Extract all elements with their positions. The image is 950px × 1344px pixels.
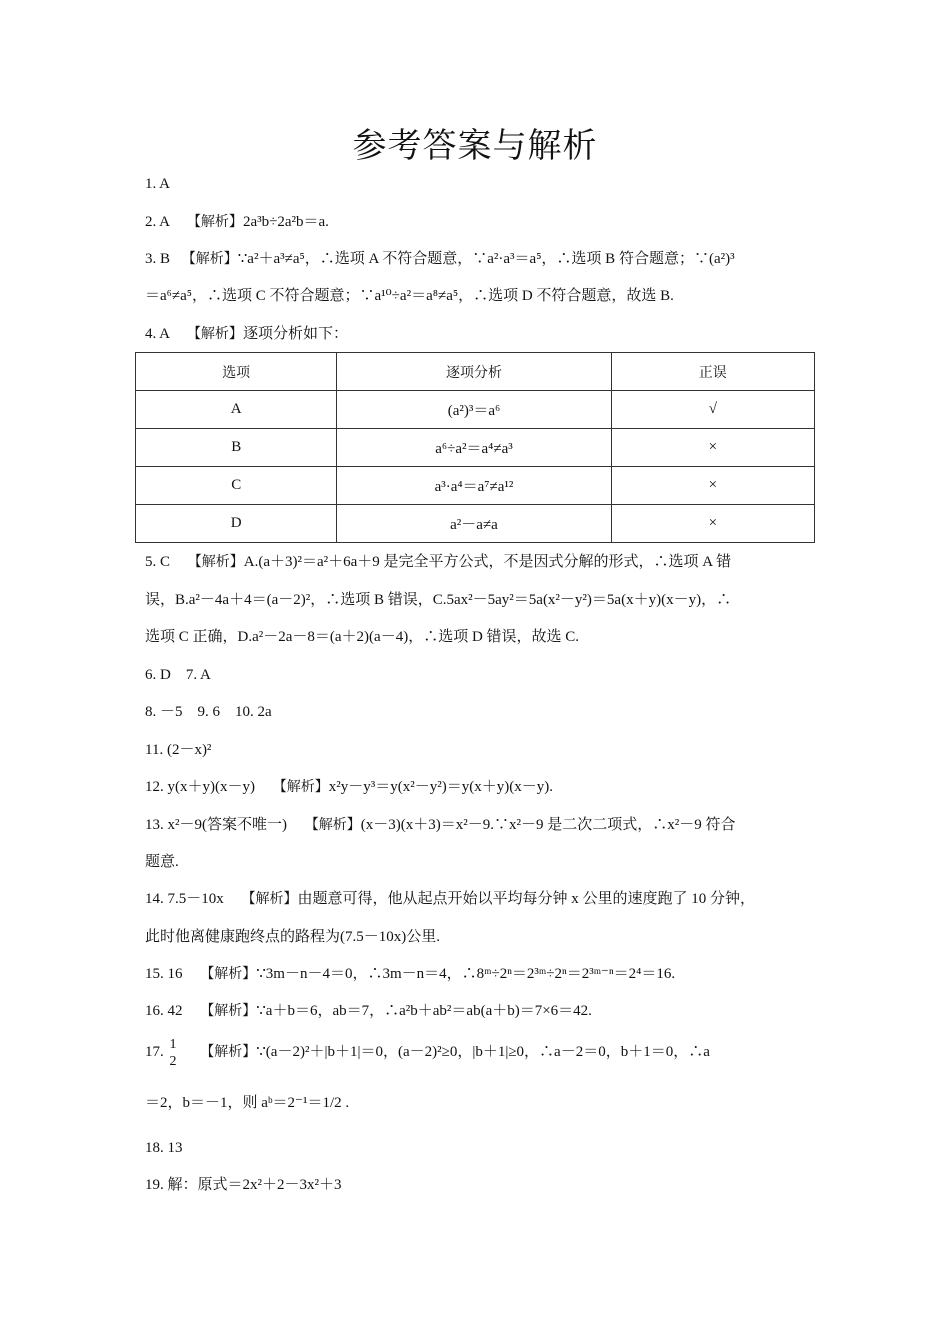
check-mark-icon: √ — [611, 391, 814, 429]
answer-explanation: 由题意可得，他从起点开始以平均每分钟 x 公里的速度跑了 10 分钟， — [297, 891, 756, 907]
fraction-answer — [170, 1036, 177, 1070]
answer-label: 3. B — [145, 251, 171, 267]
answer-label: 4. A — [145, 326, 170, 342]
page-title: 参考答案与解析 — [352, 126, 598, 166]
analysis-tag: 【解析】 — [200, 966, 257, 982]
analysis-tag: 【解析】 — [187, 554, 244, 570]
analysis-tag: 【解析】 — [272, 779, 329, 795]
answer-5-continued: 选项 C 正确，D.a²－2a－8＝(a＋2)(a－4)，∴选项 D 错误，故选 C. — [145, 629, 580, 645]
answer-label: 17. — [145, 1044, 164, 1060]
cross-mark-icon: × — [611, 505, 814, 543]
header-analysis: 逐项分析 — [337, 353, 611, 391]
answer-explanation: x²y－y³＝y(x²－y²)＝y(x＋y)(x－y). — [328, 779, 553, 795]
answer-12 — [145, 776, 810, 798]
answer-16 — [145, 1000, 810, 1022]
analysis-tag: 【解析】 — [241, 891, 298, 907]
cell-analysis: a³·a⁴＝a⁷≠a¹² — [337, 467, 611, 505]
answer-explanation: (x－3)(x＋3)＝x²－9.∵x²－9 是二次二项式，∴x²－9 符合 — [360, 817, 736, 833]
answers-8-10: 8. －5 9. 6 10. 2a — [145, 704, 272, 720]
header-option: 选项 — [136, 353, 337, 391]
cell-analysis: a⁶÷a²＝a⁴≠a³ — [337, 429, 611, 467]
answer-label: 2. A — [145, 214, 170, 230]
table-header-row — [136, 353, 815, 391]
answer-explanation: ∵a＋b＝6，ab＝7，∴a²b＋ab²＝ab(a＋b)＝7×6＝42. — [256, 1003, 592, 1019]
answer-explanation: A.(a＋3)²＝a²＋6a＋9 是完全平方公式，不是因式分解的形式，∴选项 A 错 — [243, 554, 732, 570]
fraction-numerator: 1 — [169, 1036, 177, 1052]
answer-3 — [145, 248, 810, 270]
analysis-tag: 【解析】 — [200, 1003, 257, 1019]
answer-18: 18. 13 — [145, 1140, 183, 1156]
answer-13-continued: 题意. — [145, 854, 179, 870]
cell-analysis: a²－a≠a — [337, 505, 611, 543]
answer-19: 19. 解：原式＝2x²＋2－3x²＋3 — [145, 1177, 342, 1193]
answer-4 — [145, 323, 810, 345]
answer-17 — [145, 1033, 810, 1071]
answer-explanation: 2a³b÷2a²b＝a. — [242, 214, 329, 230]
answer-explanation: ∵3m－n－4＝0，∴3m－n＝4，∴8ᵐ÷2ⁿ＝2³ᵐ÷2ⁿ＝2³ᵐ⁻ⁿ＝2⁴＝16. — [256, 966, 676, 982]
answer-14-continued: 此时他离健康跑终点的路程为(7.5－10x)公里. — [145, 929, 440, 945]
table-row — [136, 429, 815, 467]
table-row — [136, 391, 815, 429]
answer-explanation: ∵a²＋a³≠a⁵，∴选项 A 不符合题意，∵a²·a³＝a⁵，∴选项 B 符合题意；∵(a²)³ — [237, 251, 735, 267]
cross-mark-icon: × — [611, 467, 814, 505]
answer-13 — [145, 814, 810, 836]
answer-label: 13. x²－9(答案不唯一) — [145, 817, 287, 833]
answer-5 — [145, 551, 810, 573]
analysis-tag: 【解析】 — [304, 817, 361, 833]
analysis-tag: 【解析】 — [181, 251, 238, 267]
answer-label: 15. 16 — [145, 966, 183, 982]
answer-label: 16. 42 — [145, 1003, 183, 1019]
answer-15 — [145, 963, 810, 985]
analysis-tag: 【解析】 — [186, 214, 243, 230]
answer-2 — [145, 211, 810, 233]
answer-explanation: 逐项分析如下： — [242, 326, 348, 342]
analysis-tag: 【解析】 — [200, 1044, 257, 1060]
answer-5-continued: 误，B.a²－4a＋4＝(a－2)²，∴选项 B 错误，C.5ax²－5ay²＝5a(x²－y²)＝5a(x＋y)(x－y)，∴ — [145, 592, 732, 608]
answer-3-continued: ＝a⁶≠a⁵，∴选项 C 不符合题意；∵a¹⁰÷a²＝a⁸≠a⁵，∴选项 D 不符合题意，故选 B. — [145, 288, 674, 304]
answers-6-7: 6. D 7. A — [145, 667, 211, 683]
fraction-denominator: 2 — [169, 1053, 177, 1069]
cell-option: B — [136, 429, 337, 467]
answer-11: 11. (2－x)² — [145, 742, 212, 758]
cross-mark-icon: × — [611, 429, 814, 467]
answer-label: 5. C — [145, 554, 171, 570]
answer-label: 12. y(x＋y)(x－y) — [145, 779, 255, 795]
answer-14 — [145, 888, 810, 910]
table-row — [136, 467, 815, 505]
cell-option: A — [136, 391, 337, 429]
answer-17-continued: ＝2，b＝－1，则 aᵇ＝2⁻¹＝1/2 . — [145, 1095, 350, 1111]
cell-option: D — [136, 505, 337, 543]
cell-option: C — [136, 467, 337, 505]
table-row — [136, 505, 815, 543]
analysis-table — [135, 352, 815, 543]
header-result: 正误 — [611, 353, 814, 391]
answer-label: 14. 7.5－10x — [145, 891, 224, 907]
answer-1: 1. A — [145, 176, 171, 192]
analysis-tag: 【解析】 — [186, 326, 243, 342]
answer-explanation: ∵(a－2)²＋|b＋1|＝0，(a－2)²≥0，|b＋1|≥0，∴a－2＝0，b＋1＝0，∴a — [256, 1044, 710, 1060]
cell-analysis: (a²)³＝a⁶ — [337, 391, 611, 429]
